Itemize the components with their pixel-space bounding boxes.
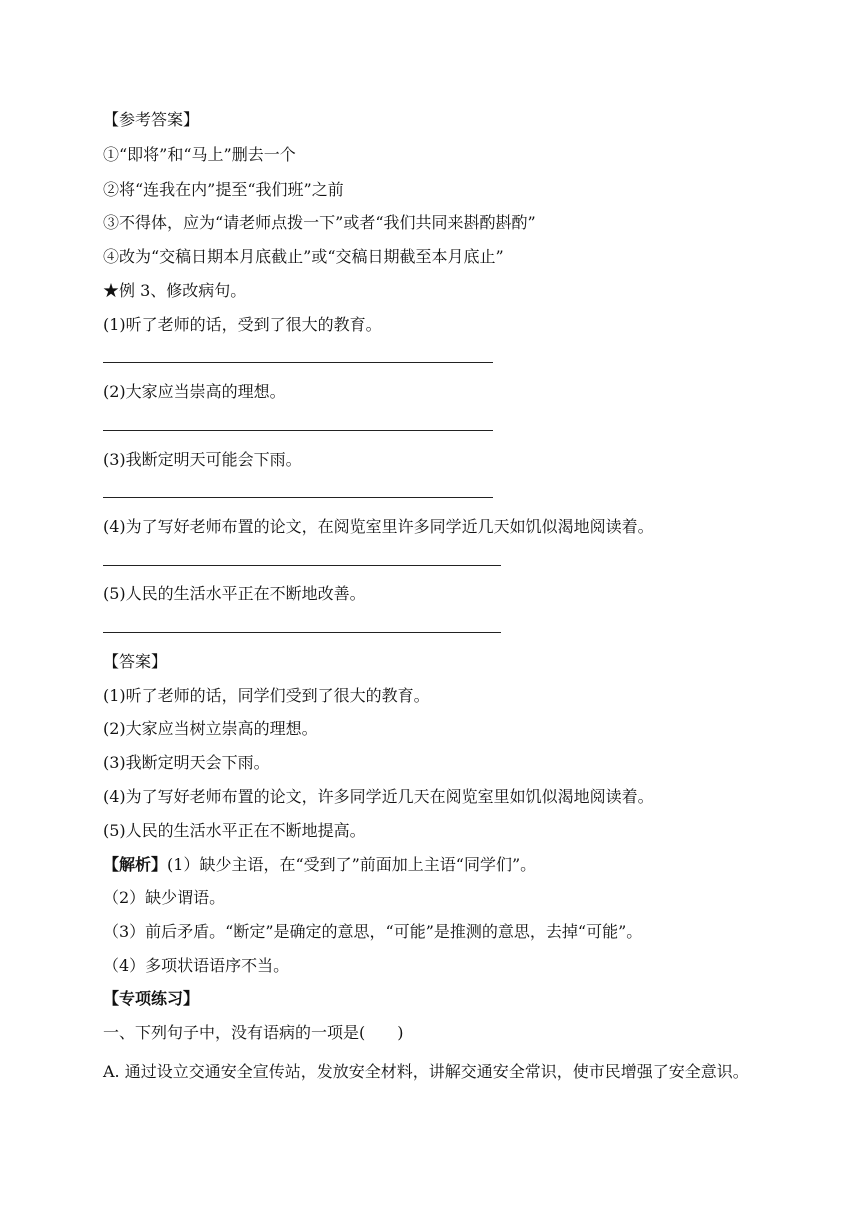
example-question: (4)为了写好老师布置的论文，在阅览室里许多同学近几天如饥似渴地阅读着。 <box>103 517 654 536</box>
ref-answer-heading: 【参考答案】 <box>103 110 200 129</box>
practice-option-a: A. 通过设立交通安全宣传站，发放安全材料，讲解交通安全常识，使市民增强了安全意识。 <box>103 1062 749 1081</box>
answer-blank-line <box>103 565 501 566</box>
answer-item: (5)人民的生活水平正在不断地提高。 <box>103 821 366 840</box>
practice-question: 一、下列句子中，没有语病的一项是( ) <box>103 1023 404 1042</box>
analysis-item: （4）多项状语语序不当。 <box>103 956 290 975</box>
example-question: (2)大家应当崇高的理想。 <box>103 382 286 401</box>
ref-answer-item: ③不得体，应为“请老师点拨一下”或者“我们共同来斟酌斟酌” <box>103 213 536 232</box>
ref-answer-item: ②将“连我在内”提至“我们班”之前 <box>103 180 344 199</box>
analysis-item: （2）缺少谓语。 <box>103 888 226 907</box>
analysis-first-line <box>103 855 536 875</box>
answer-item: (4)为了写好老师布置的论文，许多同学近几天在阅览室里如饥似渴地阅读着。 <box>103 787 654 806</box>
answer-blank-line <box>103 430 493 431</box>
ref-answer-item: ①“即将”和“马上”删去一个 <box>103 145 296 164</box>
analysis-item: （3）前后矛盾。“断定”是确定的意思，“可能”是推测的意思，去掉“可能”。 <box>103 922 643 941</box>
analysis-text: (1）缺少主语，在“受到了”前面加上主语“同学们”。 <box>167 855 537 874</box>
answer-blank-line <box>103 497 493 498</box>
analysis-label: 【解析】 <box>103 855 168 874</box>
practice-heading: 【专项练习】 <box>103 989 200 1008</box>
answer-heading: 【答案】 <box>103 652 168 671</box>
example-question: (5)人民的生活水平正在不断地改善。 <box>103 584 366 603</box>
example-question: (1)听了老师的话，受到了很大的教育。 <box>103 315 382 334</box>
ref-answer-item: ④改为“交稿日期本月底截止”或“交稿日期截至本月底止” <box>103 247 504 266</box>
answer-blank-line <box>103 632 501 633</box>
answer-item: (1)听了老师的话，同学们受到了很大的教育。 <box>103 686 430 705</box>
answer-item: (2)大家应当树立崇高的理想。 <box>103 719 318 738</box>
example-title: ★例 3、修改病句。 <box>103 281 247 300</box>
answer-item: (3)我断定明天会下雨。 <box>103 753 270 772</box>
answer-blank-line <box>103 362 493 363</box>
example-question: (3)我断定明天可能会下雨。 <box>103 450 302 469</box>
